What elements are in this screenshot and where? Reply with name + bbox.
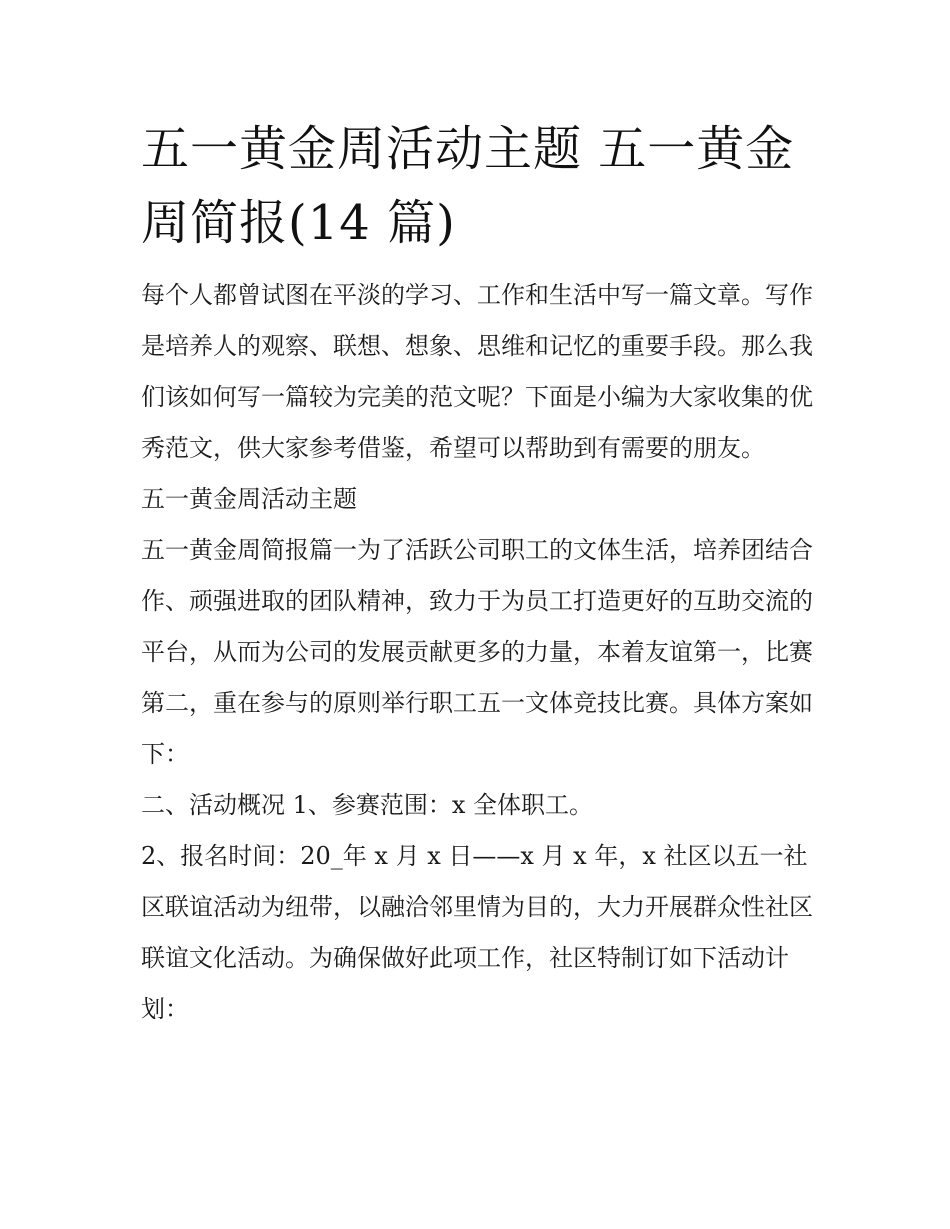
document-body (141, 270, 821, 1035)
body-paragraph: 2、报名时间：20_年 x 月 x 日——x 月 x 年，x 社区以五一社区联谊活动为纽带，以融洽邻里情为目的，大力开展群众性社区联谊文化活动。为确保做好此项工作，社区特制订如下活动计划： (141, 842, 813, 1023)
intro-paragraph: 每个人都曾试图在平淡的学习、工作和生活中写一篇文章。写作是培养人的观察、联想、想象、思维和记忆的重要手段。那么我们该如何写一篇较为完美的范文呢？下面是小编为大家收集的优秀范文，供大家参考借鉴，希望可以帮助到有需要的朋友。 (141, 281, 813, 462)
document-title: 五一黄金周活动主题 五一黄金周简报(14 篇) (141, 121, 795, 251)
document-content (141, 112, 821, 1035)
body-paragraph: 五一黄金周简报篇一为了活跃公司职工的文体生活，培养团结合作、顽强进取的团队精神，致力于为员工打造更好的互助交流的平台，从而为公司的发展贡献更多的力量，本着友谊第一，比赛第二，重在参与的原则举行职工五一文体竞技比赛。具体方案如下： (141, 536, 813, 768)
body-paragraph: 二、活动概况 1、参赛范围：x 全体职工。 (141, 791, 594, 819)
section-heading: 五一黄金周活动主题 (141, 485, 357, 513)
